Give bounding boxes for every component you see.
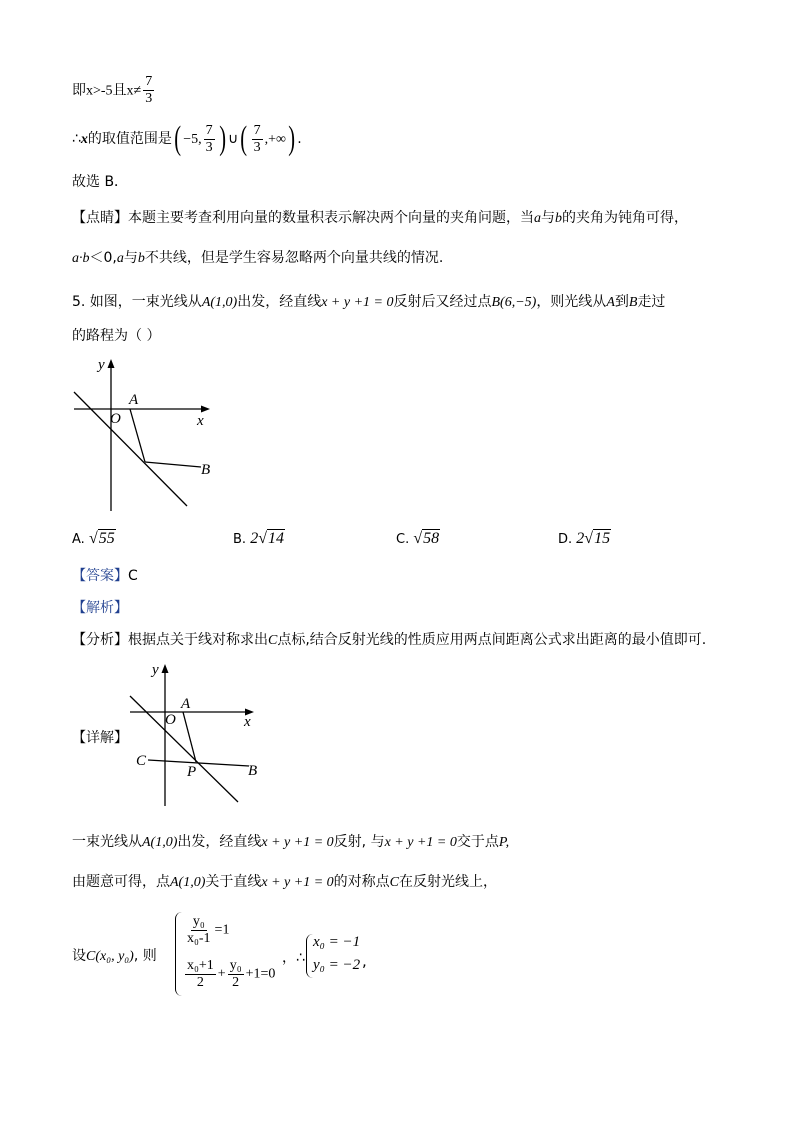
option-label: A. <box>72 532 85 547</box>
point-a: A(1,0) <box>201 295 238 310</box>
radicand: 14 <box>267 530 284 547</box>
numerator: 7 <box>253 122 261 138</box>
fraction <box>143 74 154 107</box>
point-c-label: C <box>136 753 147 769</box>
numerator: 7 <box>205 122 213 138</box>
section-tag: 【分析】 <box>72 632 128 648</box>
y-label: y <box>152 662 159 678</box>
point-a-label: A <box>129 392 139 408</box>
text: 反射, 与 <box>333 834 385 850</box>
point-b: B <box>628 295 638 310</box>
result-1: x₀ = −1 <box>313 934 361 950</box>
text: 设 <box>72 948 86 964</box>
vector-a: a <box>534 211 541 226</box>
text: 点标,结合反射光线的性质应用两点间距离公式求出距离的最小值即可. <box>277 632 707 648</box>
text: 出发，经直线 <box>237 294 322 310</box>
text: 即 <box>72 82 86 99</box>
vector-b: b <box>555 211 562 226</box>
point-b: B(6,−5) <box>491 295 537 310</box>
result-brace-left <box>306 934 313 978</box>
paren-open: ( <box>240 120 248 157</box>
result-end: , <box>362 952 367 970</box>
fraction <box>228 958 244 991</box>
sqrt-expression: 2√14 <box>250 530 284 547</box>
text: , 则 <box>133 948 157 964</box>
answer-tag: 【答案】 <box>72 568 128 584</box>
text: 在反射光线上， <box>399 874 498 890</box>
coefficient: 2 <box>576 530 585 547</box>
denominator: 3 <box>205 139 213 155</box>
numerator: x₀+1 <box>187 958 214 973</box>
figure-1 <box>70 355 220 515</box>
therefore: ，∴ <box>282 950 305 966</box>
point-p: P, <box>498 835 510 850</box>
union-symbol: ∪ <box>227 132 239 147</box>
option-d[interactable] <box>558 530 611 548</box>
paren-close: ) <box>288 120 296 157</box>
line-2 <box>72 122 302 156</box>
fenxi-line <box>72 630 706 651</box>
sqrt-expression: √58 <box>413 530 440 547</box>
denominator: 3 <box>145 91 153 106</box>
denominator: x₀-1 <box>187 931 211 946</box>
condition: x>-5且x≠ <box>86 83 142 99</box>
denominator: 2 <box>196 975 204 990</box>
therefore-symbol: ∴ <box>72 131 81 147</box>
sqrt-expression: √55 <box>88 530 115 547</box>
vector-b: b <box>137 251 145 266</box>
origin-label: O <box>110 411 121 427</box>
plus: + <box>217 966 226 982</box>
figure-2 <box>128 660 278 810</box>
point-c: C <box>389 875 400 890</box>
point-b-label: B <box>248 763 258 779</box>
line-equation: x + y +1 = 0 <box>384 835 457 850</box>
text: 走过 <box>637 294 666 310</box>
paren-open: ( <box>174 120 181 157</box>
question-5-line-1 <box>72 292 665 313</box>
text: 5. 如图，一束光线从 <box>72 294 202 310</box>
interval-start: −5, <box>183 132 202 147</box>
equals: +1=0 <box>245 966 276 982</box>
denominator: 2 <box>232 975 240 990</box>
coefficient: 2 <box>250 530 259 547</box>
fraction <box>185 914 213 947</box>
point-c: C(x₀, y₀) <box>86 949 134 964</box>
point-a: A <box>606 295 615 310</box>
text: 与 <box>541 210 555 226</box>
system-brace-left <box>175 912 182 996</box>
option-a[interactable] <box>72 530 116 548</box>
point-b-label: B <box>201 462 211 478</box>
line-3: 故选 B． <box>72 174 129 190</box>
detail-line-1 <box>72 832 509 853</box>
y-label: y <box>98 357 105 373</box>
detail-tag: 【详解】 <box>72 730 128 746</box>
radicand: 15 <box>594 530 611 547</box>
text: 由题意可得，点 <box>72 874 170 890</box>
y-axis-arrow <box>162 664 169 673</box>
text: ，则光线从 <box>536 294 607 310</box>
numerator: y₀ <box>229 958 242 973</box>
equation-2 <box>183 958 275 991</box>
line-1 <box>72 74 156 107</box>
text: 与 <box>123 250 138 266</box>
denominator: 3 <box>253 139 261 155</box>
fraction <box>252 123 263 156</box>
reflected-ray <box>148 760 249 766</box>
text: 不共线，但是学生容易忽略两个向量共线的情况. <box>144 250 444 266</box>
equals: =1 <box>214 922 230 938</box>
text: 关于直线 <box>205 874 262 890</box>
option-label: D. <box>558 532 573 547</box>
numerator: y₀ <box>192 914 205 929</box>
text: 的夹角为钝角可得， <box>562 210 688 226</box>
equation-1 <box>183 914 229 947</box>
y-axis-arrow <box>108 359 115 368</box>
period: . <box>297 131 302 147</box>
text: 本题主要考查利用向量的数量积表示解决两个向量的夹角问题，当 <box>128 210 534 226</box>
fraction <box>185 958 216 991</box>
point-a: A(1,0) <box>170 875 206 890</box>
numerator: 7 <box>145 74 153 89</box>
result-2: y₀ = −2 <box>313 957 361 973</box>
radicand: 55 <box>98 530 115 547</box>
reflected-ray <box>145 462 201 467</box>
text: 一束光线从 <box>72 834 142 850</box>
incident-ray <box>130 409 145 462</box>
line-5 <box>72 248 443 269</box>
detail-line-3-prefix <box>72 946 157 967</box>
line-4 <box>72 208 688 229</box>
radicand: 58 <box>423 530 440 547</box>
variable: x <box>80 132 88 147</box>
interval-end: ,+∞ <box>264 132 286 147</box>
fraction <box>204 123 215 156</box>
paren-close: ) <box>218 120 226 157</box>
vector-a: a <box>116 251 124 266</box>
text: 到 <box>614 294 629 310</box>
x-label: x <box>197 413 204 429</box>
point-c: C <box>268 633 278 648</box>
x-axis-arrow <box>201 406 210 413</box>
x-label: x <box>244 714 251 730</box>
dot-product: a·b <box>72 251 90 266</box>
text: 根据点关于线对称求出 <box>128 632 268 648</box>
line-equation: x + y +1 = 0 <box>261 875 334 890</box>
text: 出发，经直线 <box>177 834 262 850</box>
text: 的对称点 <box>333 874 390 890</box>
option-label: C. <box>396 532 410 547</box>
section-tag: 【点睛】 <box>72 210 128 226</box>
detail-line-2 <box>72 872 497 893</box>
text: 交于点 <box>456 834 499 850</box>
origin-label: O <box>165 712 176 728</box>
answer-value: C <box>128 568 138 584</box>
line-equation: x + y +1 = 0 <box>261 835 334 850</box>
point-a: A(1,0) <box>142 835 178 850</box>
sqrt-expression: 2√15 <box>576 530 611 547</box>
text: 反射后又经过点 <box>393 294 492 310</box>
answer-line <box>72 566 138 586</box>
analysis-tag: 【解析】 <box>72 600 128 616</box>
option-b[interactable] <box>233 530 285 548</box>
point-a-label: A <box>181 696 191 712</box>
option-label: B. <box>233 532 247 547</box>
question-5-line-2: 的路程为（ ） <box>72 328 161 344</box>
text: 的取值范围是 <box>87 131 172 147</box>
option-c[interactable] <box>396 530 440 548</box>
line-equation: x + y +1 = 0 <box>321 295 394 310</box>
point-p-label: P <box>187 764 197 780</box>
text: ＜0, <box>89 250 117 266</box>
